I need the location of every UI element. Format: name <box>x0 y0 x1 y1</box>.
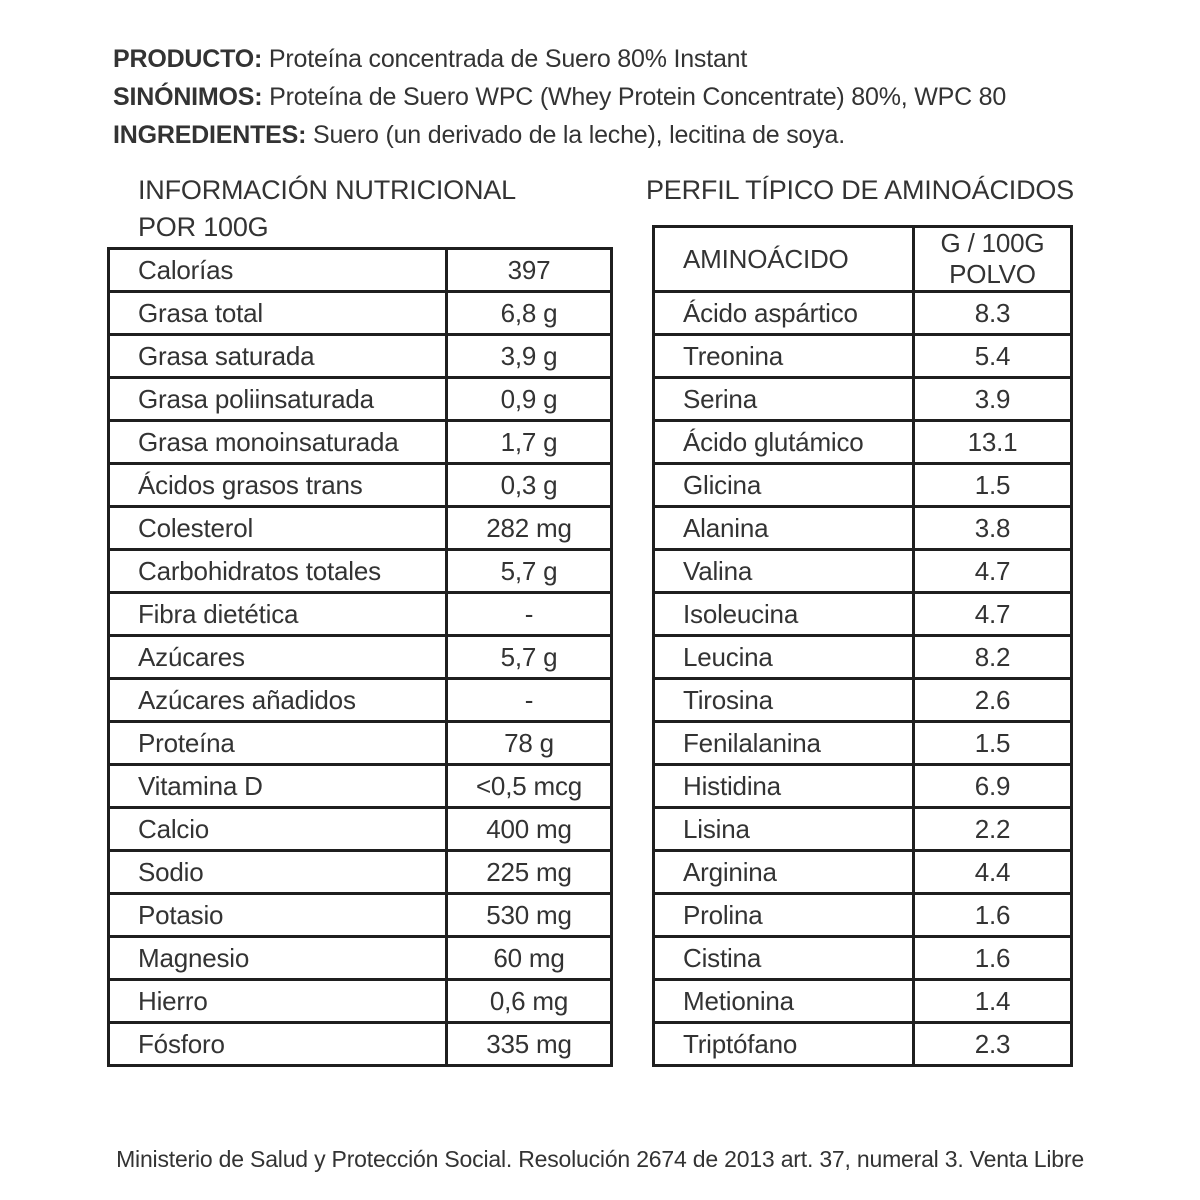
amino-unit-column-header <box>914 227 1072 292</box>
regulatory-text: Ministerio de Salud y Protección Social. Resolución 2674 de 2013 art. 37, numeral 3. Venta Libre <box>116 1146 1084 1172</box>
synonyms-line <box>113 78 1113 116</box>
amino-row <box>654 980 1072 1023</box>
ingredients-value: Suero (un derivado de la leche), lecitina de soya. <box>313 121 845 149</box>
amino-acid-name: Glicina <box>654 464 914 507</box>
amino-acid-amount: 8.3 <box>914 292 1072 335</box>
nutrient-name: Sodio <box>109 851 447 894</box>
synonyms-value: Proteína de Suero WPC (Whey Protein Concentrate) 80%, WPC 80 <box>269 83 1007 111</box>
amino-acid-amount: 8.2 <box>914 636 1072 679</box>
amino-acid-name: Valina <box>654 550 914 593</box>
nutrient-name: Grasa total <box>109 292 447 335</box>
nutrient-amount: 5,7 g <box>447 550 612 593</box>
amino-row <box>654 378 1072 421</box>
amino-acid-section <box>646 172 1074 1067</box>
nutrition-row <box>109 851 612 894</box>
amino-table-title: PERFIL TÍPICO DE AMINOÁCIDOS <box>646 175 1074 205</box>
amino-acid-amount: 1.5 <box>914 722 1072 765</box>
amino-row <box>654 550 1072 593</box>
nutrient-amount: 0,6 mg <box>447 980 612 1023</box>
amino-acid-name: Triptófano <box>654 1023 914 1066</box>
nutrient-name: Proteína <box>109 722 447 765</box>
nutrition-title-line1: INFORMACIÓN NUTRICIONAL <box>138 175 516 205</box>
ingredients-line <box>113 116 1113 154</box>
nutrition-row <box>109 1023 612 1066</box>
amino-acid-amount: 13.1 <box>914 421 1072 464</box>
nutrient-name: Grasa saturada <box>109 335 447 378</box>
nutrient-amount: 5,7 g <box>447 636 612 679</box>
nutrient-amount: 282 mg <box>447 507 612 550</box>
regulatory-footer <box>0 1146 1200 1173</box>
amino-acid-name: Lisina <box>654 808 914 851</box>
amino-header-row <box>654 227 1072 292</box>
amino-acid-name: Arginina <box>654 851 914 894</box>
amino-acid-name: Alanina <box>654 507 914 550</box>
amino-acid-table <box>652 225 1073 1067</box>
nutrient-amount: 335 mg <box>447 1023 612 1066</box>
amino-acid-amount: 4.7 <box>914 593 1072 636</box>
nutrient-amount: 6,8 g <box>447 292 612 335</box>
amino-row <box>654 464 1072 507</box>
nutrition-row <box>109 421 612 464</box>
nutrition-row <box>109 679 612 722</box>
nutrition-section <box>107 172 613 1067</box>
nutrition-row <box>109 335 612 378</box>
amino-acid-amount: 6.9 <box>914 765 1072 808</box>
nutrition-row <box>109 894 612 937</box>
amino-row <box>654 421 1072 464</box>
amino-acid-name: Fenilalanina <box>654 722 914 765</box>
nutrient-amount: 0,3 g <box>447 464 612 507</box>
product-header <box>113 40 1113 154</box>
amino-acid-amount: 1.5 <box>914 464 1072 507</box>
nutrient-name: Magnesio <box>109 937 447 980</box>
nutrition-row <box>109 292 612 335</box>
product-line <box>113 40 1113 78</box>
amino-row <box>654 851 1072 894</box>
amino-acid-amount: 1.6 <box>914 937 1072 980</box>
nutrient-amount: 3,9 g <box>447 335 612 378</box>
nutrient-amount: 1,7 g <box>447 421 612 464</box>
amino-row <box>654 292 1072 335</box>
amino-acid-name: Treonina <box>654 335 914 378</box>
synonyms-label: SINÓNIMOS: <box>113 83 263 111</box>
nutrient-amount: - <box>447 593 612 636</box>
nutrient-name: Grasa poliinsaturada <box>109 378 447 421</box>
nutrition-row <box>109 378 612 421</box>
product-value: Proteína concentrada de Suero 80% Instant <box>268 45 748 73</box>
amino-acid-amount: 3.8 <box>914 507 1072 550</box>
amino-acid-name: Serina <box>654 378 914 421</box>
nutrition-title-line2: POR 100G <box>138 212 269 242</box>
nutrient-name: Colesterol <box>109 507 447 550</box>
amino-acid-amount: 1.6 <box>914 894 1072 937</box>
nutrient-amount: 78 g <box>447 722 612 765</box>
nutrient-amount: <0,5 mcg <box>447 765 612 808</box>
nutrient-name: Fibra dietética <box>109 593 447 636</box>
nutrient-name: Carbohidratos totales <box>109 550 447 593</box>
amino-column-header: AMINOÁCIDO <box>654 227 914 292</box>
nutrient-name: Potasio <box>109 894 447 937</box>
nutrient-name: Calcio <box>109 808 447 851</box>
amino-row <box>654 808 1072 851</box>
nutrition-row <box>109 464 612 507</box>
nutrition-row <box>109 507 612 550</box>
nutrient-amount: 225 mg <box>447 851 612 894</box>
nutrient-amount: 397 <box>447 249 612 292</box>
nutrient-name: Azúcares <box>109 636 447 679</box>
amino-acid-name: Ácido glutámico <box>654 421 914 464</box>
amino-acid-amount: 1.4 <box>914 980 1072 1023</box>
amino-acid-name: Cistina <box>654 937 914 980</box>
amino-row <box>654 765 1072 808</box>
nutrient-name: Hierro <box>109 980 447 1023</box>
nutrition-row <box>109 765 612 808</box>
nutrition-row <box>109 550 612 593</box>
amino-acid-amount: 4.4 <box>914 851 1072 894</box>
amino-row <box>654 722 1072 765</box>
nutrition-row <box>109 808 612 851</box>
amino-acid-name: Ácido aspártico <box>654 292 914 335</box>
amino-row <box>654 1023 1072 1066</box>
nutrient-amount: - <box>447 679 612 722</box>
amino-acid-name: Histidina <box>654 765 914 808</box>
nutrient-amount: 400 mg <box>447 808 612 851</box>
amino-row <box>654 593 1072 636</box>
amino-row <box>654 335 1072 378</box>
nutrient-amount: 0,9 g <box>447 378 612 421</box>
nutrient-name: Fósforo <box>109 1023 447 1066</box>
nutrition-row <box>109 636 612 679</box>
amino-row <box>654 679 1072 722</box>
amino-acid-amount: 2.6 <box>914 679 1072 722</box>
amino-acid-amount: 2.2 <box>914 808 1072 851</box>
nutrition-row <box>109 937 612 980</box>
nutrient-name: Calorías <box>109 249 447 292</box>
amino-row <box>654 507 1072 550</box>
ingredients-label: INGREDIENTES: <box>113 121 307 149</box>
nutrient-name: Ácidos grasos trans <box>109 464 447 507</box>
nutrient-amount: 60 mg <box>447 937 612 980</box>
nutrient-name: Vitamina D <box>109 765 447 808</box>
amino-acid-name: Leucina <box>654 636 914 679</box>
amino-row <box>654 937 1072 980</box>
amino-acid-amount: 4.7 <box>914 550 1072 593</box>
nutrition-row <box>109 593 612 636</box>
nutrition-table-title <box>138 172 613 246</box>
nutrient-name: Grasa monoinsaturada <box>109 421 447 464</box>
amino-acid-name: Metionina <box>654 980 914 1023</box>
amino-row <box>654 894 1072 937</box>
product-label: PRODUCTO: <box>113 45 263 73</box>
amino-acid-amount: 5.4 <box>914 335 1072 378</box>
amino-unit-line2: POLVO <box>949 259 1036 289</box>
amino-acid-name: Tirosina <box>654 679 914 722</box>
nutrition-table <box>107 247 613 1067</box>
amino-acid-name: Prolina <box>654 894 914 937</box>
nutrition-row <box>109 249 612 292</box>
amino-acid-amount: 2.3 <box>914 1023 1072 1066</box>
amino-acid-amount: 3.9 <box>914 378 1072 421</box>
amino-unit-line1: G / 100G <box>940 228 1045 258</box>
nutrition-row <box>109 722 612 765</box>
amino-row <box>654 636 1072 679</box>
nutrient-amount: 530 mg <box>447 894 612 937</box>
amino-acid-name: Isoleucina <box>654 593 914 636</box>
nutrition-row <box>109 980 612 1023</box>
nutrient-name: Azúcares añadidos <box>109 679 447 722</box>
